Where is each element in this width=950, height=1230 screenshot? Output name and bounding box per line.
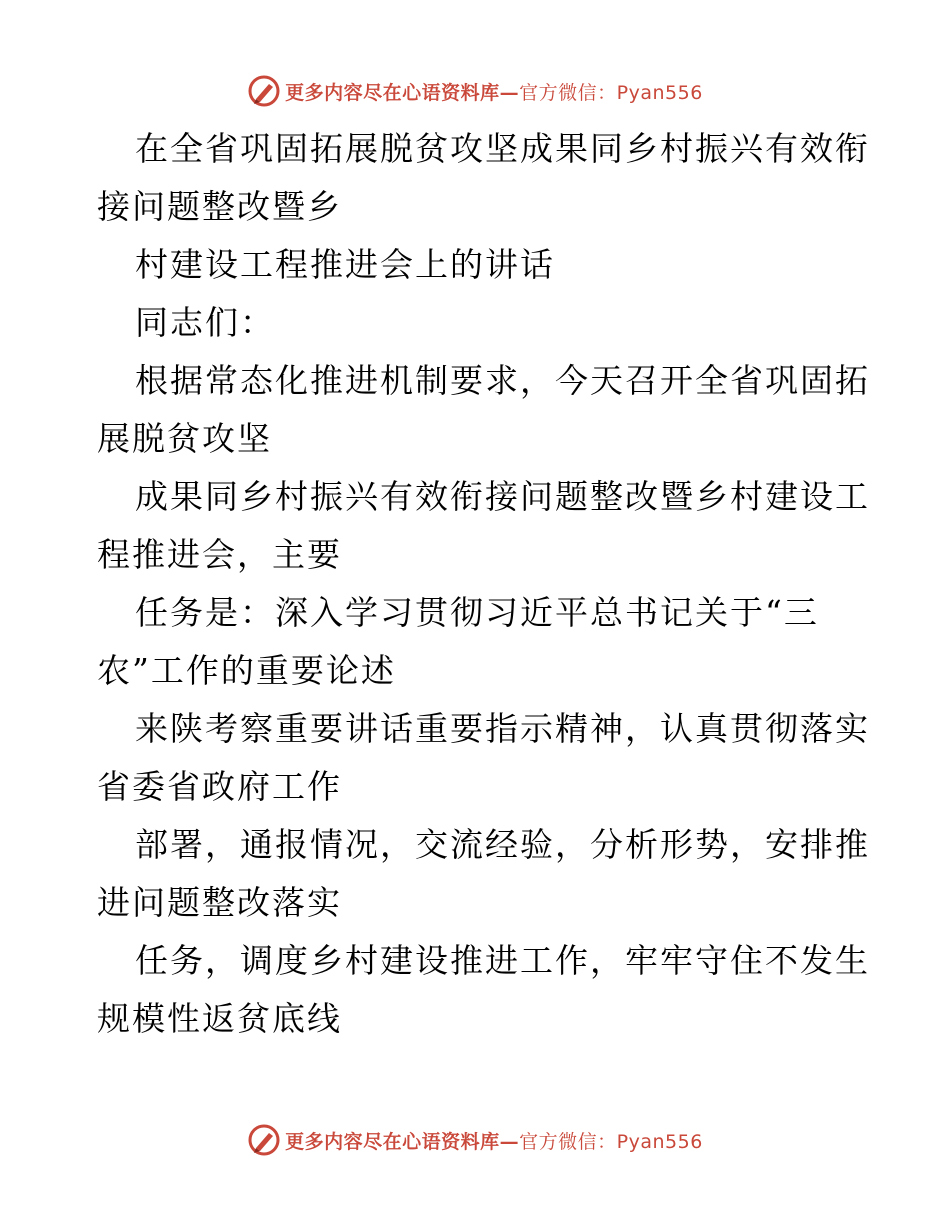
text-line: 接问题整改暨乡 [97, 187, 342, 226]
text-line: 省委省政府工作 [97, 767, 342, 806]
text-line: 同志们： [135, 303, 275, 342]
text-line: 根据常态化推进机制要求，今天召开全省巩固拓 [135, 361, 870, 400]
document-body [97, 120, 870, 1048]
text-line: 村建设工程推进会上的讲话 [135, 245, 555, 284]
text-line: 展脱贫攻坚 [97, 419, 272, 458]
text-line: 来陕考察重要讲话重要指示精神，认真贯彻落实 [135, 709, 870, 748]
pen-logo-icon [247, 1123, 281, 1157]
footer-watermark [0, 1120, 950, 1160]
text-line: 成果同乡村振兴有效衔接问题整改暨乡村建设工 [135, 477, 870, 516]
watermark-text: 更多内容尽在心语资料库—官方微信：Pyan556 [285, 1130, 703, 1153]
text-line: 规模性返贫底线 [97, 999, 342, 1038]
text-line: 进问题整改落实 [97, 883, 342, 922]
text-line: 农”工作的重要论述 [97, 651, 396, 690]
text-line: 部署，通报情况，交流经验，分析形势，安排推 [135, 825, 870, 864]
text-line: 任务，调度乡村建设推进工作，牢牢守住不发生 [135, 941, 870, 980]
text-line: 程推进会，主要 [97, 535, 342, 574]
pen-logo-icon [247, 74, 281, 108]
text-line: 在全省巩固拓展脱贫攻坚成果同乡村振兴有效衔 [135, 129, 870, 168]
header-watermark [0, 71, 950, 111]
watermark-text: 更多内容尽在心语资料库—官方微信：Pyan556 [285, 81, 703, 104]
text-line: 任务是：深入学习贯彻习近平总书记关于“三 [135, 593, 819, 632]
